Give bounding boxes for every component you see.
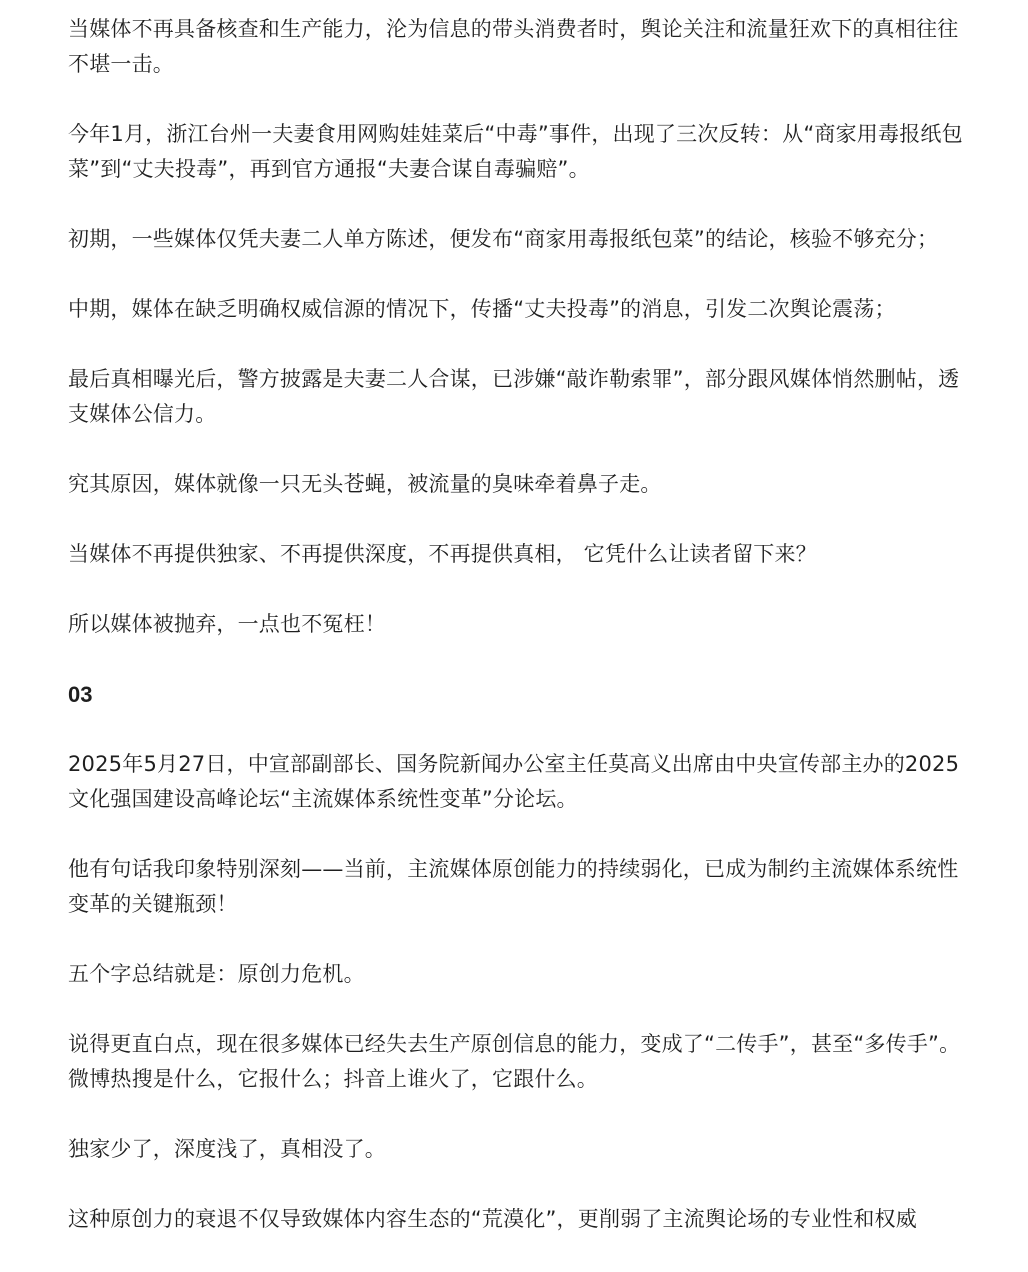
paragraph: 究其原因，媒体就像一只无头苍蝇，被流量的臭味牵着鼻子走。 bbox=[68, 472, 662, 496]
paragraph: 2025年5月27日，中宣部副部长、国务院新闻办公室主任莫高义出席由中央宣传部主办的2025文化强国建设高峰论坛“主流媒体系统性变革”分论坛。 bbox=[68, 752, 960, 811]
paragraph: 说得更直白点，现在很多媒体已经失去生产原创信息的能力，变成了“二传手”，甚至“多传手”。微博热搜是什么，它报什么；抖音上谁火了，它跟什么。 bbox=[68, 1032, 961, 1091]
paragraph: 初期，一些媒体仅凭夫妻二人单方陈述，便发布“商家用毒报纸包菜”的结论，核验不够充分； bbox=[68, 227, 939, 251]
paragraph: 他有句话我印象特别深刻——当前，主流媒体原创能力的持续弱化，已成为制约主流媒体系统性变革的关键瓶颈！ bbox=[68, 857, 959, 916]
paragraph: 独家少了，深度浅了，真相没了。 bbox=[68, 1137, 386, 1161]
paragraph: 最后真相曝光后，警方披露是夫妻二人合谋，已涉嫌“敲诈勒索罪”，部分跟风媒体悄然删帖，透支媒体公信力。 bbox=[68, 367, 960, 426]
section-heading: 03 bbox=[68, 682, 93, 707]
paragraph: 这种原创力的衰退不仅导致媒体内容生态的“荒漠化”，更削弱了主流舆论场的专业性和权威 bbox=[68, 1207, 917, 1231]
paragraph: 五个字总结就是：原创力危机。 bbox=[68, 962, 365, 986]
paragraph: 当媒体不再提供独家、不再提供深度，不再提供真相， 它凭什么让读者留下来？ bbox=[68, 542, 817, 566]
paragraph: 当媒体不再具备核查和生产能力，沦为信息的带头消费者时，舆论关注和流量狂欢下的真相往往不堪一击。 bbox=[68, 17, 959, 76]
paragraph: 中期，媒体在缺乏明确权威信源的情况下，传播“丈夫投毒”的消息，引发二次舆论震荡； bbox=[68, 297, 896, 321]
paragraph: 所以媒体被抛弃，一点也不冤枉！ bbox=[68, 612, 386, 636]
article-body bbox=[68, 12, 968, 1272]
paragraph: 今年1月，浙江台州一夫妻食用网购娃娃菜后“中毒”事件，出现了三次反转：从“商家用毒报纸包菜”到“丈夫投毒”，再到官方通报“夫妻合谋自毒骗赔”。 bbox=[68, 122, 963, 181]
